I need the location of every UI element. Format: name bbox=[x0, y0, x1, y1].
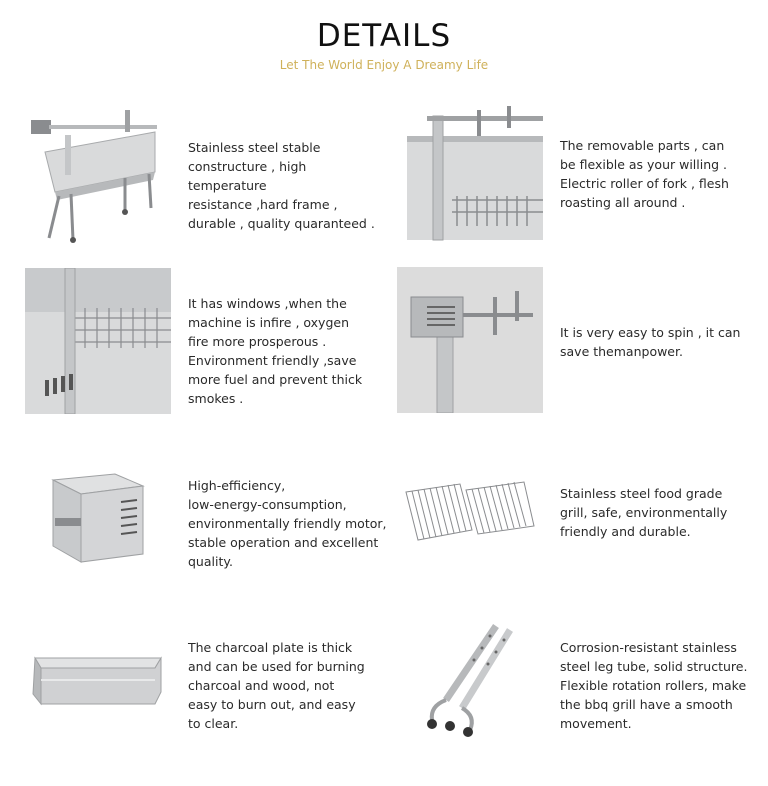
item-3-description: It has windows ,when the machine is infire , oxygen fire more prosperous . Environment friendly ,save more fuel and prevent thick smokes . bbox=[188, 296, 363, 406]
motor-on-post-icon bbox=[397, 267, 543, 413]
charcoal-plate-icon bbox=[25, 640, 171, 786]
item-8-description: Corrosion-resistant stainless steel leg tube, solid structure. Flexible rotation rollers, make the bbq grill have a smooth movement. bbox=[560, 640, 748, 731]
rotisserie-grill-full-icon bbox=[25, 100, 171, 246]
item-1-description: Stainless steel stable constructure , high temperature resistance ,hard frame , durable , quality quaranteed . bbox=[188, 140, 375, 231]
grill-windows-closeup-icon bbox=[25, 268, 171, 414]
item-6-description: Stainless steel food grade grill, safe, environmentally friendly and durable. bbox=[560, 486, 728, 539]
item-2-description: The removable parts , can be flexible as your willing . Electric roller of fork , flesh roasting all around . bbox=[560, 138, 729, 210]
page-title: DETAILS bbox=[316, 18, 452, 54]
item-5-description: High-efficiency, low-energy-consumption, environmentally friendly motor, stable operation and excellent quality. bbox=[188, 478, 387, 569]
item-7-description: The charcoal plate is thick and can be used for burning charcoal and wood, not easy to burn out, and easy to clear. bbox=[188, 640, 365, 731]
motor-box-icon bbox=[25, 468, 171, 614]
page-subtitle: Let The World Enjoy A Dreamy Life bbox=[279, 58, 489, 72]
wire-grills-icon bbox=[400, 470, 546, 616]
spit-rod-fork-icon bbox=[397, 96, 543, 242]
leg-tubes-rollers-icon bbox=[410, 620, 520, 740]
item-4-description: It is very easy to spin , it can save themanpower. bbox=[560, 325, 741, 359]
